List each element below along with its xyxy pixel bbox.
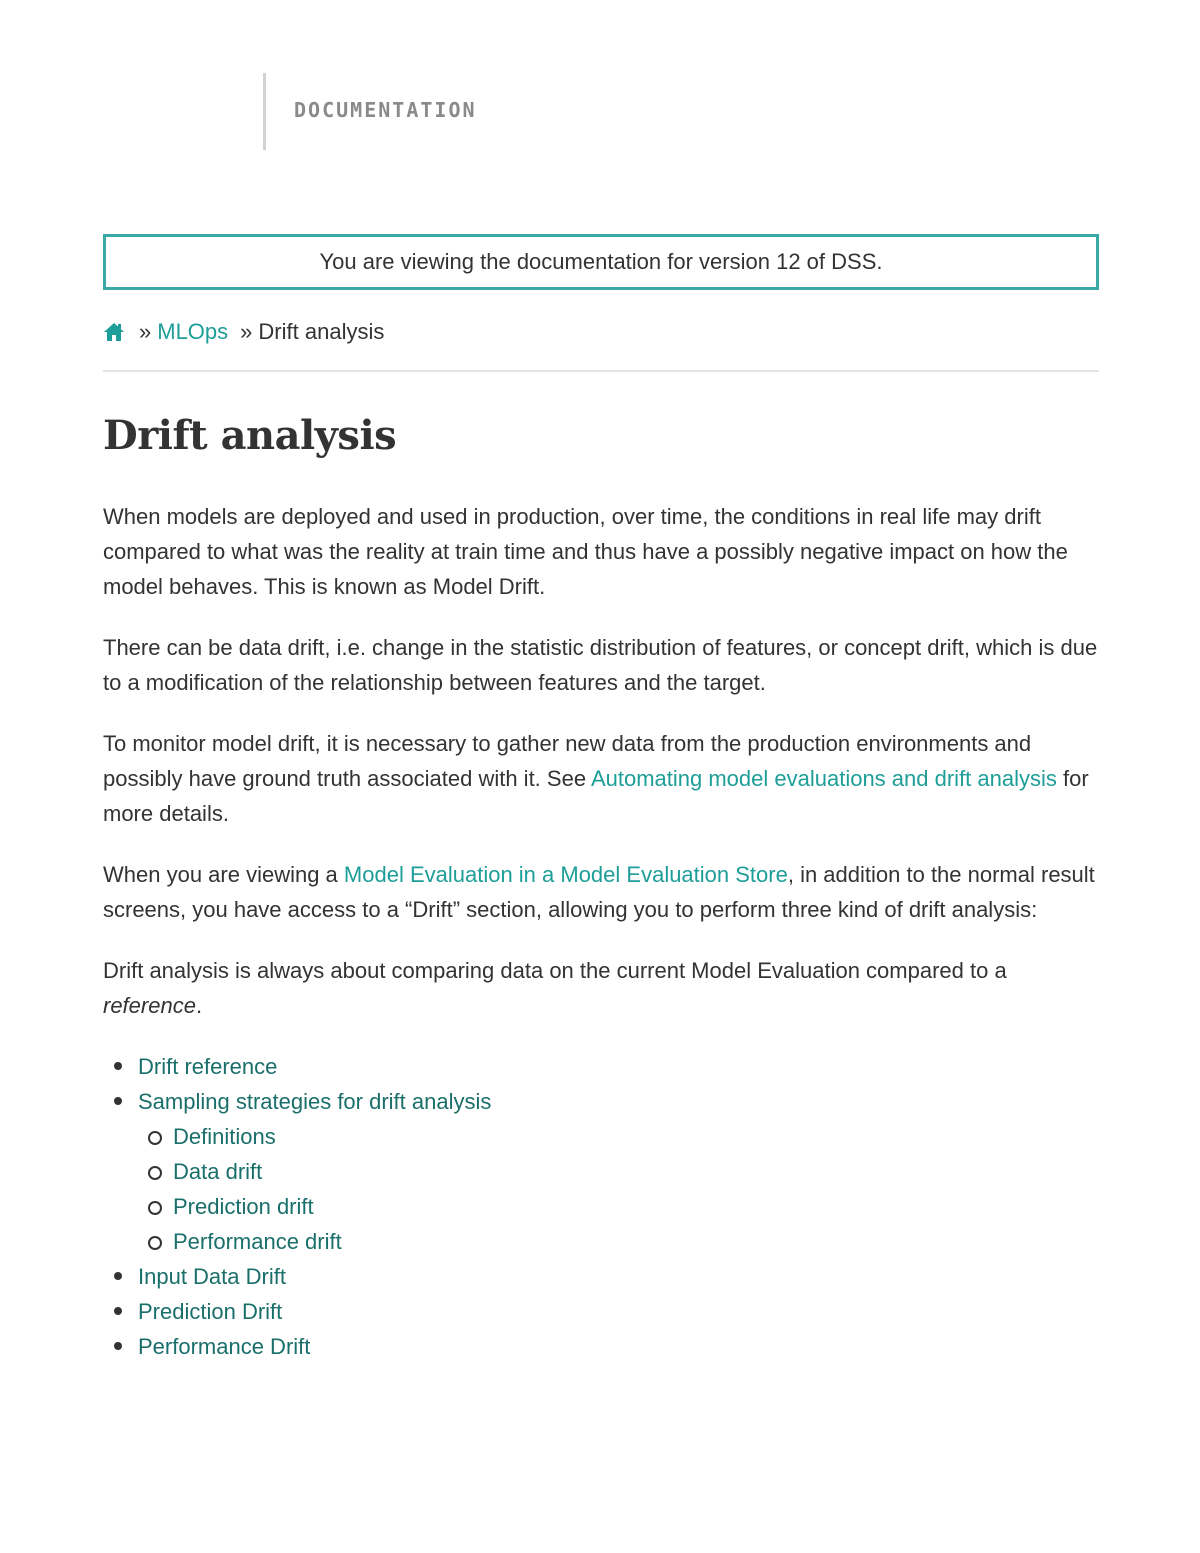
- toc-link-performance-drift[interactable]: Performance Drift: [138, 1334, 311, 1359]
- version-number: 12: [776, 249, 801, 274]
- toc-sublist: [138, 1119, 1099, 1259]
- paragraph-text: , in addition to the normal result screens, you have access to a “Drift” section, allowing you to perform three kind of drift analysis:: [103, 862, 1095, 922]
- version-banner-suffix: of DSS.: [800, 249, 883, 274]
- paragraph-text: .: [195, 993, 203, 1018]
- table-of-contents: [103, 1049, 1099, 1364]
- breadcrumb-current: Drift analysis: [258, 319, 385, 344]
- paragraph-monitoring: [103, 726, 1099, 831]
- paragraph-text: for more details.: [103, 766, 1089, 826]
- toc-link-sampling-strategies[interactable]: Sampling strategies for drift analysis: [138, 1089, 492, 1114]
- toc-link-input-data-drift[interactable]: Input Data Drift: [138, 1264, 286, 1289]
- link-automating-model-evaluations[interactable]: Automating model evaluations and drift analysis: [590, 766, 1057, 791]
- toc-link-prediction-drift-sub[interactable]: Prediction drift: [173, 1194, 314, 1219]
- emphasis-reference: reference: [103, 993, 196, 1018]
- breadcrumb-separator: »: [139, 319, 152, 344]
- paragraph-text: Drift analysis is always about comparing data on the current Model Evaluation compared to a: [103, 958, 1007, 983]
- toc-item: [103, 1294, 1099, 1329]
- header-divider: [263, 73, 266, 150]
- version-banner-prefix: You are viewing the documentation for version: [319, 249, 777, 274]
- toc-link-data-drift[interactable]: Data drift: [173, 1159, 263, 1184]
- paragraph-drift-section: [103, 857, 1099, 927]
- toc-link-performance-drift-sub[interactable]: Performance drift: [173, 1229, 342, 1254]
- version-banner: [103, 234, 1099, 290]
- home-icon[interactable]: [103, 322, 125, 342]
- toc-subitem: [138, 1154, 1099, 1189]
- paragraph-data-concept-drift: There can be data drift, i.e. change in the statistic distribution of features, or concept drift, which is due to a modification of the relationship between features and the target.: [103, 635, 1098, 695]
- toc-link-prediction-drift[interactable]: Prediction Drift: [138, 1299, 283, 1324]
- toc-item: [103, 1084, 1099, 1259]
- toc-link-drift-reference[interactable]: Drift reference: [138, 1054, 278, 1079]
- breadcrumb-link-mlops[interactable]: MLOps: [157, 319, 229, 344]
- toc-link-definitions[interactable]: Definitions: [173, 1124, 276, 1149]
- horizontal-rule: [103, 370, 1099, 372]
- main-content: [103, 234, 1099, 1364]
- paragraph-reference: [103, 953, 1099, 1023]
- paragraph-text: When you are viewing a: [103, 862, 344, 887]
- toc-item: [103, 1049, 1099, 1084]
- toc-subitem: [138, 1189, 1099, 1224]
- breadcrumb: [103, 314, 1099, 350]
- page-title: Drift analysis: [103, 412, 397, 459]
- breadcrumb-separator: »: [240, 319, 253, 344]
- toc-subitem: [138, 1224, 1099, 1259]
- link-model-evaluation-store[interactable]: Model Evaluation in a Model Evaluation Store: [343, 862, 788, 887]
- paragraph-text: To monitor model drift, it is necessary to gather new data from the production environments and possibly have ground truth associated with it. See: [103, 731, 1032, 791]
- site-header: [0, 0, 1200, 200]
- documentation-label[interactable]: DOCUMENTATION: [294, 98, 477, 122]
- toc-item: [103, 1259, 1099, 1294]
- toc-item: [103, 1329, 1099, 1364]
- toc-subitem: [138, 1119, 1099, 1154]
- paragraph-model-drift: When models are deployed and used in production, over time, the conditions in real life may drift compared to what was the reality at train time and thus have a possibly negative impact on how the model behaves. This is known as Model Drift.: [103, 504, 1068, 599]
